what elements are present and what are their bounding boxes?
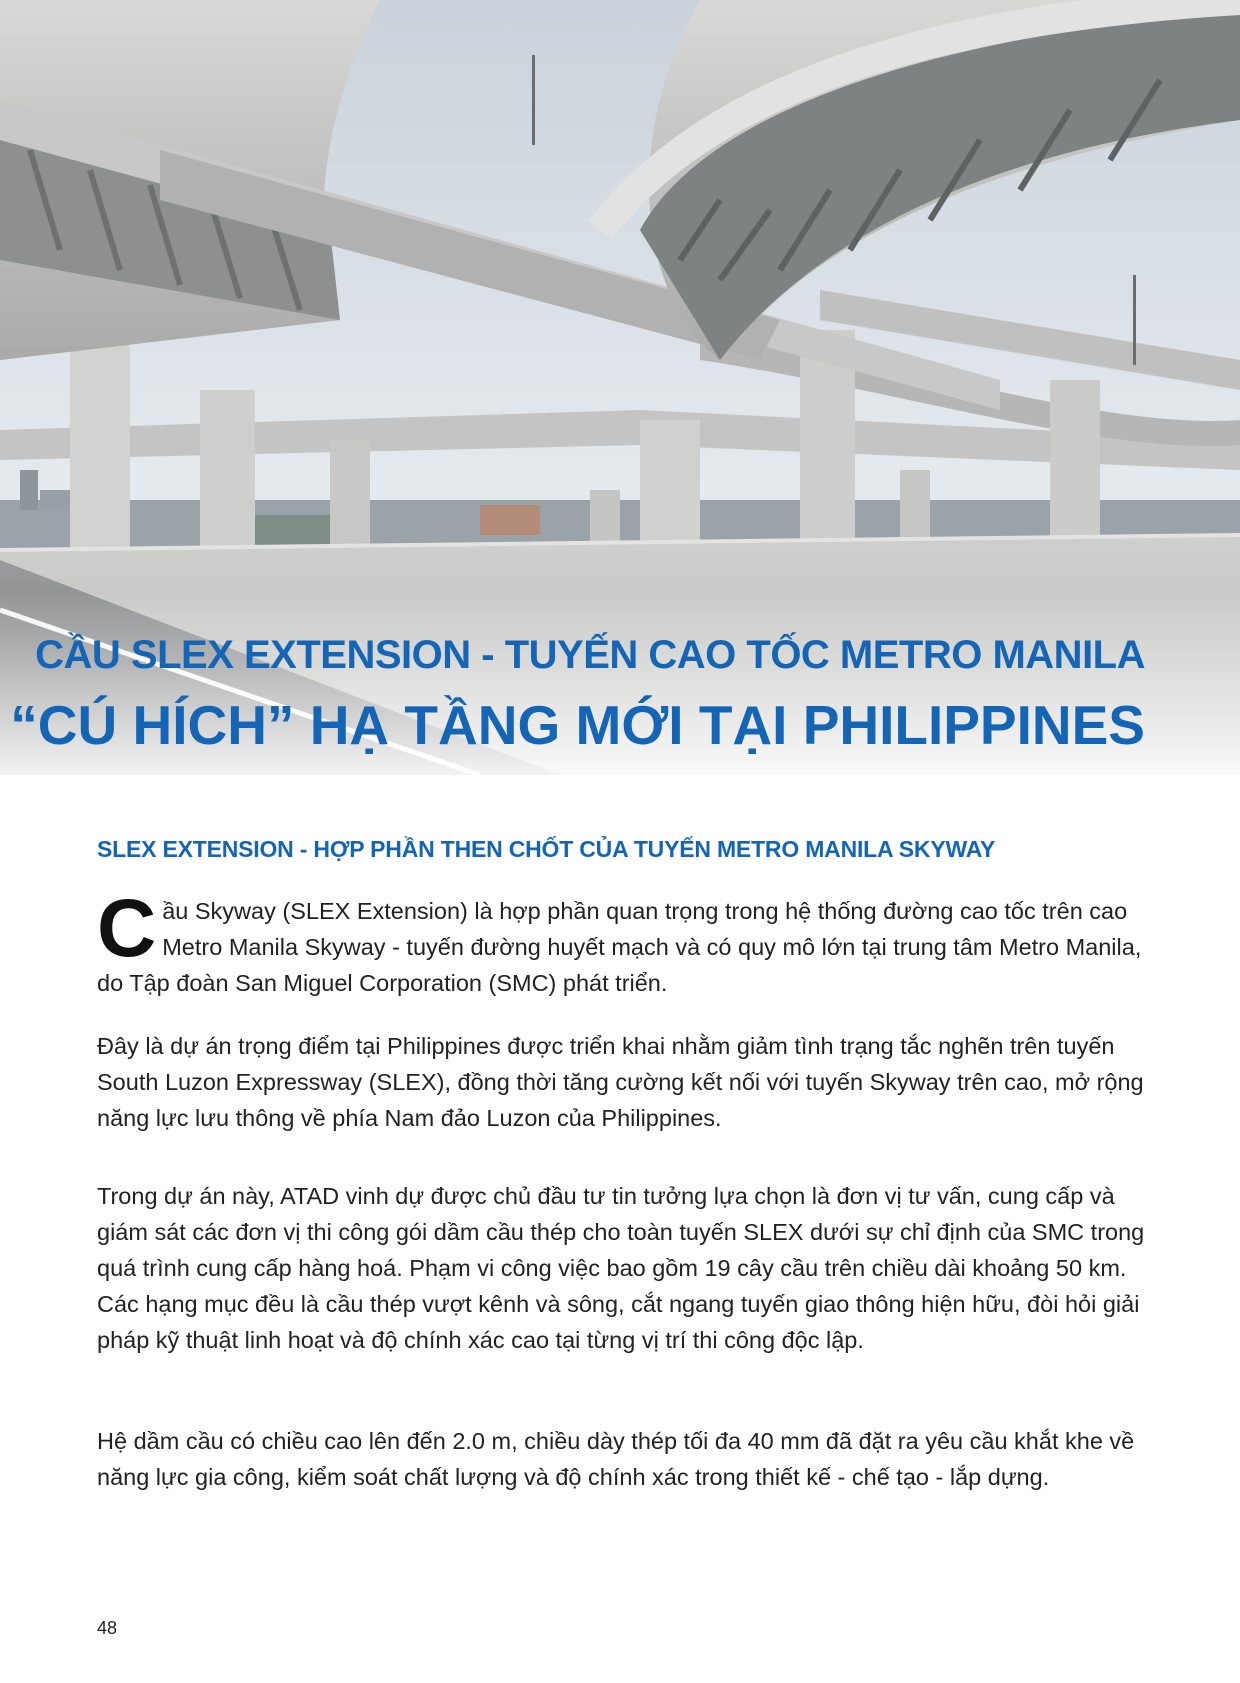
section-heading: SLEX EXTENSION - HỢP PHẦN THEN CHỐT CỦA TUYẾN METRO MANILA SKYWAY	[97, 836, 996, 862]
title-line-2: “CÚ HÍCH” HẠ TẦNG MỚI TẠI PHILIPPINES	[10, 694, 1145, 756]
drop-cap: C	[97, 883, 157, 974]
page-number: 48	[97, 1618, 118, 1638]
paragraph-1-text: ầu Skyway (SLEX Extension) là hợp phần quan trọng trong hệ thống đường cao tốc trên cao Metro Manila Skyway - tuyến đường huyết mạch và có quy mô lớn tại trung tâm Metro Manila, do Tập đoàn San Miguel Corporation (SMC) phát triển.	[97, 898, 1142, 996]
paragraph-4: Hệ dầm cầu có chiều cao lên đến 2.0 m, chiều dày thép tối đa 40 mm đã đặt ra yêu cầu khắt khe về năng lực gia công, kiểm soát chất lượng và độ chính xác trong thiết kế - chế tạo - lắp dựng.	[97, 1428, 1135, 1490]
paragraph-1	[97, 883, 1147, 1001]
paragraph-2: Đây là dự án trọng điểm tại Philippines được triển khai nhằm giảm tình trạng tắc nghẽn trên tuyến South Luzon Expressway (SLEX), đồng thời tăng cường kết nối với tuyến Skyway trên cao, mở rộng năng lực lưu thông về phía Nam đảo Luzon của Philippines.	[97, 1033, 1144, 1131]
paragraph-3: Trong dự án này, ATAD vinh dự được chủ đầu tư tin tưởng lựa chọn là đơn vị tư vấn, cung cấp và giám sát các đơn vị thi công gói dầm cầu thép cho toàn tuyến SLEX dưới sự chỉ định của SMC trong quá trình cung cấp hàng hoá. Phạm vi công việc bao gồm 19 cây cầu trên chiều dài khoảng 50 km. Các hạng mục đều là cầu thép vượt kênh và sông, cắt ngang tuyến giao thông hiện hữu, đòi hỏi giải pháp kỹ thuật linh hoạt và độ chính xác cao tại từng vị trí thi công độc lập.	[97, 1183, 1145, 1353]
title-line-1: CẦU SLEX EXTENSION - TUYẾN CAO TỐC METRO MANILA	[35, 633, 1145, 677]
